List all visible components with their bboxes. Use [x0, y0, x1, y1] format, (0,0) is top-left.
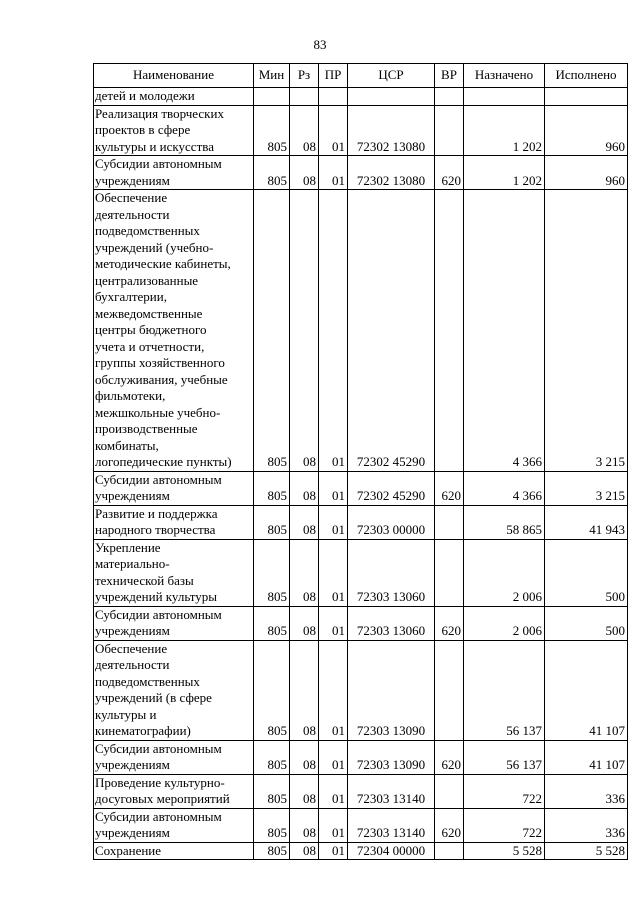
cell-assigned: 2 006: [464, 539, 545, 606]
cell-pr: [319, 88, 348, 106]
table-row: [94, 808, 628, 842]
cell-executed: 500: [545, 606, 628, 640]
cell-rz: 08: [290, 808, 319, 842]
cell-csr: 72304 00000: [348, 842, 435, 860]
cell-min: 805: [254, 471, 290, 505]
cell-assigned: 56 137: [464, 640, 545, 740]
cell-vr: [435, 640, 464, 740]
cell-executed: 41 107: [545, 640, 628, 740]
cell-assigned: 4 366: [464, 471, 545, 505]
cell-vr: [435, 88, 464, 106]
cell-vr: [435, 842, 464, 860]
cell-rz: 08: [290, 842, 319, 860]
cell-min: 805: [254, 640, 290, 740]
cell-assigned: 1 202: [464, 105, 545, 156]
table-row: [94, 640, 628, 740]
column-header-min: Мин: [254, 64, 290, 88]
column-header-assigned: Назначено: [464, 64, 545, 88]
cell-min: 805: [254, 740, 290, 774]
cell-min: 805: [254, 190, 290, 472]
table-row: [94, 190, 628, 472]
cell-csr: 72302 13080: [348, 105, 435, 156]
cell-rz: 08: [290, 774, 319, 808]
cell-executed: 41 943: [545, 505, 628, 539]
column-header-executed: Исполнено: [545, 64, 628, 88]
cell-min: 805: [254, 156, 290, 190]
cell-rz: 08: [290, 105, 319, 156]
column-header-name: Наименование: [94, 64, 254, 88]
table-row: [94, 105, 628, 156]
cell-csr: 72302 45290: [348, 190, 435, 472]
cell-csr: 72303 13060: [348, 539, 435, 606]
table-row: [94, 774, 628, 808]
cell-min: [254, 88, 290, 106]
cell-name: Субсидии автономным учреждениям: [94, 156, 254, 190]
cell-executed: 960: [545, 156, 628, 190]
cell-rz: [290, 88, 319, 106]
cell-name: Проведение культурно- досуговых мероприятий: [94, 774, 254, 808]
cell-name: Укрепление материально- технической базы учреждений культуры: [94, 539, 254, 606]
cell-name: Субсидии автономным учреждениям: [94, 471, 254, 505]
cell-executed: 500: [545, 539, 628, 606]
cell-min: 805: [254, 842, 290, 860]
cell-csr: 72303 13090: [348, 640, 435, 740]
table-row: [94, 842, 628, 860]
cell-executed: 5 528: [545, 842, 628, 860]
cell-executed: 336: [545, 808, 628, 842]
cell-vr: [435, 105, 464, 156]
cell-pr: 01: [319, 774, 348, 808]
cell-rz: 08: [290, 606, 319, 640]
cell-rz: 08: [290, 190, 319, 472]
page-number: 83: [313, 37, 327, 52]
cell-vr: [435, 539, 464, 606]
budget-table: [93, 63, 628, 860]
table-row: [94, 606, 628, 640]
cell-rz: 08: [290, 740, 319, 774]
table-row: [94, 156, 628, 190]
cell-min: 805: [254, 105, 290, 156]
cell-name: Развитие и поддержка народного творчества: [94, 505, 254, 539]
cell-csr: 72303 00000: [348, 505, 435, 539]
cell-assigned: 722: [464, 774, 545, 808]
cell-name: Сохранение: [94, 842, 254, 860]
cell-vr: [435, 190, 464, 472]
cell-csr: 72302 45290: [348, 471, 435, 505]
cell-pr: 01: [319, 842, 348, 860]
cell-pr: 01: [319, 190, 348, 472]
table-row: [94, 88, 628, 106]
cell-name: Обеспечение деятельности подведомственных учреждений (учебно- методические кабинеты, централизованные бухгалтерии, межведомственные центры бюджетного учета и отчетности, группы хозяйственного обслуживания, учебные фильмотеки, межшкольные учебно- производственные комбинаты, логопедические пункты): [94, 190, 254, 472]
cell-pr: 01: [319, 740, 348, 774]
cell-pr: 01: [319, 808, 348, 842]
cell-rz: 08: [290, 505, 319, 539]
cell-rz: 08: [290, 539, 319, 606]
cell-rz: 08: [290, 471, 319, 505]
column-header-pr: ПР: [319, 64, 348, 88]
cell-csr: 72303 13090: [348, 740, 435, 774]
cell-executed: 3 215: [545, 471, 628, 505]
column-header-vr: ВР: [435, 64, 464, 88]
cell-assigned: 2 006: [464, 606, 545, 640]
cell-min: 805: [254, 774, 290, 808]
cell-name: Реализация творческих проектов в сфере культуры и искусства: [94, 105, 254, 156]
cell-name: Обеспечение деятельности подведомственных учреждений (в сфере культуры и кинематографии): [94, 640, 254, 740]
column-header-rz: Рз: [290, 64, 319, 88]
cell-pr: 01: [319, 606, 348, 640]
cell-assigned: 58 865: [464, 505, 545, 539]
cell-pr: 01: [319, 539, 348, 606]
cell-vr: 620: [435, 606, 464, 640]
cell-min: 805: [254, 808, 290, 842]
cell-min: 805: [254, 606, 290, 640]
cell-assigned: 5 528: [464, 842, 545, 860]
cell-name: детей и молодежи: [94, 88, 254, 106]
cell-rz: 08: [290, 640, 319, 740]
cell-assigned: [464, 88, 545, 106]
cell-vr: 620: [435, 471, 464, 505]
cell-executed: 960: [545, 105, 628, 156]
cell-name: Субсидии автономным учреждениям: [94, 606, 254, 640]
table-row: [94, 539, 628, 606]
cell-min: 805: [254, 505, 290, 539]
table-row: [94, 505, 628, 539]
table-body: [94, 88, 628, 860]
cell-executed: 41 107: [545, 740, 628, 774]
cell-executed: 3 215: [545, 190, 628, 472]
cell-assigned: 4 366: [464, 190, 545, 472]
cell-pr: 01: [319, 156, 348, 190]
cell-rz: 08: [290, 156, 319, 190]
table-row: [94, 740, 628, 774]
cell-pr: 01: [319, 471, 348, 505]
cell-assigned: 722: [464, 808, 545, 842]
cell-pr: 01: [319, 505, 348, 539]
cell-pr: 01: [319, 105, 348, 156]
cell-csr: 72303 13140: [348, 808, 435, 842]
cell-min: 805: [254, 539, 290, 606]
cell-vr: 620: [435, 156, 464, 190]
cell-assigned: 1 202: [464, 156, 545, 190]
cell-csr: 72303 13060: [348, 606, 435, 640]
cell-csr: [348, 88, 435, 106]
cell-executed: 336: [545, 774, 628, 808]
cell-vr: [435, 774, 464, 808]
column-header-csr: ЦСР: [348, 64, 435, 88]
cell-pr: 01: [319, 640, 348, 740]
cell-executed: [545, 88, 628, 106]
cell-vr: [435, 505, 464, 539]
cell-name: Субсидии автономным учреждениям: [94, 740, 254, 774]
cell-vr: 620: [435, 808, 464, 842]
table-row: [94, 471, 628, 505]
cell-assigned: 56 137: [464, 740, 545, 774]
table-header-row: [94, 64, 628, 88]
cell-csr: 72303 13140: [348, 774, 435, 808]
cell-name: Субсидии автономным учреждениям: [94, 808, 254, 842]
cell-csr: 72302 13080: [348, 156, 435, 190]
cell-vr: 620: [435, 740, 464, 774]
